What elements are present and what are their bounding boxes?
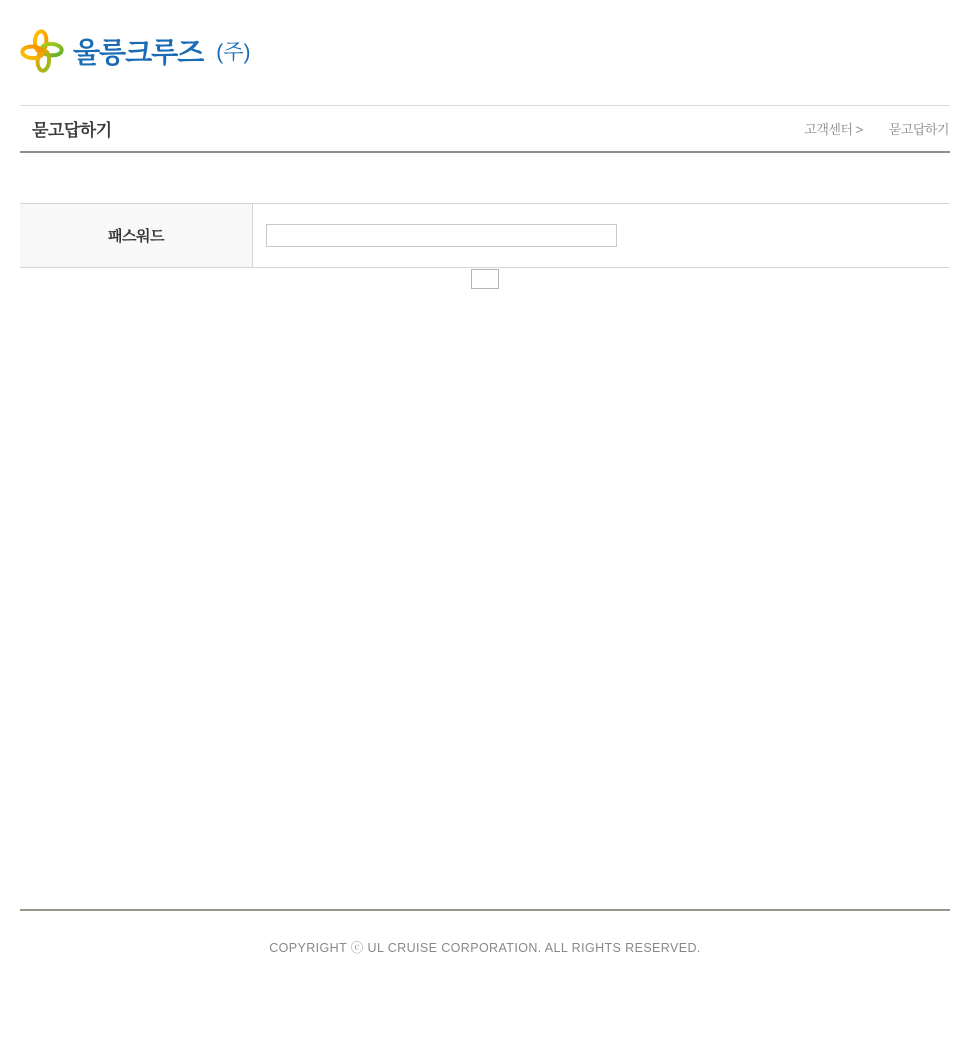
copyright-text: COPYRIGHT ⓒ UL CRUISE CORPORATION. ALL RIGHTS RESERVED.	[269, 941, 701, 955]
password-value-cell	[253, 204, 950, 267]
password-form-table	[20, 203, 950, 268]
logo-suffix: (주)	[216, 41, 251, 64]
logo-text: 울릉크루즈	[73, 37, 204, 68]
password-input[interactable]	[266, 224, 617, 247]
breadcrumb-current[interactable]: 묻고답하기	[888, 122, 949, 137]
footer	[20, 909, 950, 956]
title-bar	[20, 105, 950, 153]
site-logo[interactable]	[20, 27, 251, 75]
logo-flower-icon	[20, 27, 64, 75]
submit-button[interactable]	[471, 269, 499, 289]
breadcrumb-parent[interactable]: 고객센터 >	[804, 122, 863, 137]
password-label: 패스워드	[20, 204, 253, 267]
page-title: 묻고답하기	[32, 121, 112, 140]
breadcrumb	[804, 119, 950, 138]
